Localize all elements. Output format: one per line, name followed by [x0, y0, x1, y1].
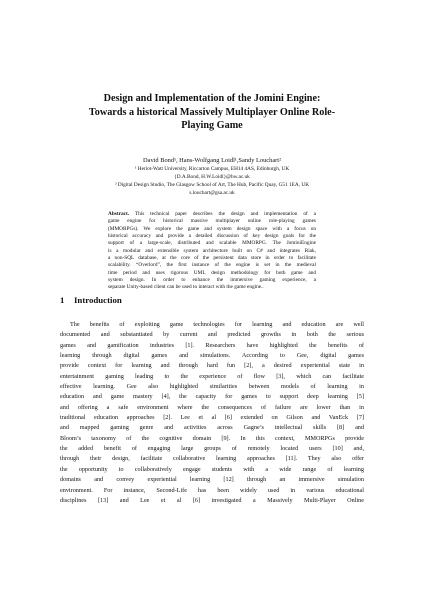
paper-title — [60, 92, 364, 133]
abstract-line: system design. In order to enhance the immersive gaming experience, a — [108, 277, 316, 284]
abstract-label: Abstract. — [108, 211, 130, 217]
body-line: Bloom’s taxonomy of the cognitive domain [9]. In this context, MMORPGs provide — [60, 434, 364, 442]
title-line: Design and Implementation of the Jomini Engine: — [103, 93, 321, 104]
title-line: Playing Game — [181, 120, 243, 131]
affiliation-line: ² Digital Design Studio, The Glasgow School of Art, The Hub, Pacific Quay, G51 1EA, UK — [114, 182, 310, 188]
abstract-text: This technical paper describes the design and implementation of a — [129, 211, 316, 217]
body-line: learning through digital games and simulations. According to Gee, digital games — [60, 352, 364, 360]
section-number: 1 — [60, 295, 65, 305]
abstract-line: a non-SQL database, at the core of the persistent data store in order to facilitate — [108, 255, 316, 262]
body-line: entertainment gaming leading to the experience of flow [3], which can facilitate — [60, 372, 364, 380]
abstract-line: historical accuracy and provide a detailed discussion of key design goals for the — [108, 233, 316, 240]
body-line: The benefits of exploiting game technologies for learning and education are well — [70, 321, 364, 328]
abstract-line — [108, 211, 316, 218]
abstract-line: support of a large-scale, distributed and scalable MMORPG. The JominiEngine — [108, 240, 316, 247]
body-line: domains and convey experiential learning [12] through an immersive simulation — [60, 476, 364, 484]
body-line: traditional education approaches [2]. Lee et al [6] extended on Gilson and VanEck [7] — [60, 414, 364, 422]
abstract-line: (MMORPGs). We explore the game and system design space with a focus on — [108, 225, 316, 232]
body-line: disciplines [13] and Lee et al [6] investigated a Massively Multi-Player Online — [60, 496, 364, 504]
author-block — [60, 156, 364, 197]
section-title: Introduction — [74, 295, 122, 305]
affiliation-email: {D.A.Bond, H.W.Loidl}@hw.ac.uk — [174, 174, 250, 180]
body-line: documented and substantiated by current and predicted growths in both the serious — [60, 331, 364, 339]
abstract-line: game engine for historical massive multiplayer online role-playing games — [108, 218, 316, 225]
author-names: David Bond¹, Hans-Wolfgang Loidl¹,Sandy Louchart² — [143, 157, 281, 164]
body-paragraph — [60, 320, 364, 506]
abstract-line: is a modular and extensible system architecture built on C# and integrates Riak, — [108, 247, 316, 254]
body-line: through their design, facilitate collaborative learning approaches [11]. They also offer — [60, 455, 364, 463]
body-line: effective learning. Gee also highlighted similarities between models of learning in — [60, 383, 364, 391]
section-heading — [60, 295, 122, 306]
affiliation-line: ¹ Heriot-Watt University, Riccarton Campus, EH14 4AS, Edinburgh, UK — [134, 166, 290, 172]
body-line: and mapped gaming genre and activities across Gagne’s intellectual skills [8] and — [60, 424, 364, 432]
abstract — [108, 211, 316, 292]
abstract-line: separate Unity-based client can be used to interact with the game engine.. — [108, 284, 264, 291]
body-line: education and game mastery [4], the capacity for games to support deep learning [5] — [60, 393, 364, 401]
title-line: Towards a historical Massively Multiplayer Online Role- — [88, 106, 336, 118]
abstract-line: time period and uses rigorous UML design methodology for both game and — [108, 269, 316, 276]
abstract-line: scalability. “Overlord”, the first instance of the engine is set in the medieval — [108, 262, 316, 269]
body-line: games and gamification industries [1]. Researchers have highlighted the benefits of — [60, 341, 364, 349]
body-line: the added benefit of engaging large groups of remotely located users [10] and, — [60, 445, 364, 453]
body-line: environment. For instance, Second-Life has been widely used in various educational — [60, 486, 364, 494]
body-line: and offering a safe environment where the consequences of failure are lower than in — [60, 403, 364, 411]
body-line: the opportunity to collaboratively engage students with a wide range of learning — [60, 465, 364, 473]
body-line: provide context for learning and through hard fun [2], a desired experiential state in — [60, 362, 364, 370]
affiliation-email: s.louchart@gsa.ac.uk — [189, 190, 235, 196]
